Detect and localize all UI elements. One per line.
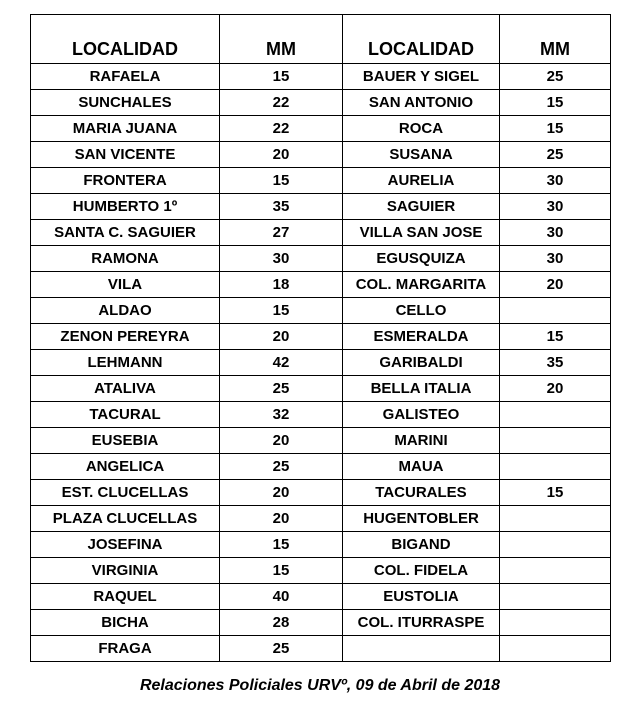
table-row xyxy=(31,64,611,90)
mm-right-cell xyxy=(500,532,611,558)
localidad-left-cell: VIRGINIA xyxy=(31,558,220,584)
mm-right-cell: 25 xyxy=(500,64,611,90)
table-row xyxy=(31,454,611,480)
localidad-left-cell: RAQUEL xyxy=(31,584,220,610)
mm-left-cell: 20 xyxy=(220,480,343,506)
table-row xyxy=(31,610,611,636)
mm-right-cell xyxy=(500,506,611,532)
localidad-left-cell: RAMONA xyxy=(31,246,220,272)
mm-right-cell: 30 xyxy=(500,194,611,220)
localidad-left-cell: ZENON PEREYRA xyxy=(31,324,220,350)
localidad-right-cell: ROCA xyxy=(343,116,500,142)
mm-left-cell: 20 xyxy=(220,428,343,454)
localidad-left-cell: LEHMANN xyxy=(31,350,220,376)
mm-left-cell: 15 xyxy=(220,168,343,194)
footer-credit: Relaciones Policiales URVº, 09 de Abril de 2018 xyxy=(139,677,501,694)
localidad-left-cell: RAFAELA xyxy=(31,64,220,90)
table-row xyxy=(31,480,611,506)
mm-left-cell: 22 xyxy=(220,90,343,116)
localidad-left-cell: HUMBERTO 1º xyxy=(31,194,220,220)
header-row xyxy=(31,15,611,64)
mm-left-cell: 35 xyxy=(220,194,343,220)
localidad-left-cell: SUNCHALES xyxy=(31,90,220,116)
table-row xyxy=(31,246,611,272)
localidad-right-cell: BELLA ITALIA xyxy=(343,376,500,402)
mm-right-cell xyxy=(500,558,611,584)
mm-right-cell xyxy=(500,428,611,454)
mm-right-cell xyxy=(500,298,611,324)
table-body xyxy=(31,64,611,662)
mm-left-cell: 32 xyxy=(220,402,343,428)
localidad-right-cell: BAUER Y SIGEL xyxy=(343,64,500,90)
header-localidad-right: LOCALIDAD xyxy=(343,15,500,64)
localidad-right-cell xyxy=(343,636,500,662)
localidad-left-cell: FRAGA xyxy=(31,636,220,662)
localidad-left-cell: FRONTERA xyxy=(31,168,220,194)
mm-left-cell: 42 xyxy=(220,350,343,376)
localidad-left-cell: ATALIVA xyxy=(31,376,220,402)
table-row xyxy=(31,194,611,220)
localidad-right-cell: COL. FIDELA xyxy=(343,558,500,584)
mm-right-cell: 30 xyxy=(500,168,611,194)
localidad-right-cell: MARINI xyxy=(343,428,500,454)
mm-right-cell: 15 xyxy=(500,324,611,350)
table-row xyxy=(31,298,611,324)
mm-left-cell: 20 xyxy=(220,142,343,168)
mm-left-cell: 25 xyxy=(220,636,343,662)
localidad-left-cell: SAN VICENTE xyxy=(31,142,220,168)
localidad-left-cell: ANGELICA xyxy=(31,454,220,480)
mm-right-cell xyxy=(500,454,611,480)
header-mm-left: MM xyxy=(220,15,343,64)
table-row xyxy=(31,142,611,168)
localidad-left-cell: EST. CLUCELLAS xyxy=(31,480,220,506)
localidad-right-cell: BIGAND xyxy=(343,532,500,558)
localidad-right-cell: SUSANA xyxy=(343,142,500,168)
mm-right-cell: 30 xyxy=(500,246,611,272)
localidad-left-cell: BICHA xyxy=(31,610,220,636)
table-row xyxy=(31,116,611,142)
localidad-right-cell: EUSTOLIA xyxy=(343,584,500,610)
table-row xyxy=(31,350,611,376)
mm-right-cell: 25 xyxy=(500,142,611,168)
table-row xyxy=(31,168,611,194)
localidad-right-cell: HUGENTOBLER xyxy=(343,506,500,532)
table-row xyxy=(31,272,611,298)
mm-right-cell: 15 xyxy=(500,480,611,506)
localidad-right-cell: AURELIA xyxy=(343,168,500,194)
mm-right-cell xyxy=(500,610,611,636)
localidad-left-cell: JOSEFINA xyxy=(31,532,220,558)
mm-left-cell: 22 xyxy=(220,116,343,142)
mm-left-cell: 30 xyxy=(220,246,343,272)
localidad-left-cell: TACURAL xyxy=(31,402,220,428)
mm-left-cell: 18 xyxy=(220,272,343,298)
localidad-right-cell: VILLA SAN JOSE xyxy=(343,220,500,246)
mm-left-cell: 25 xyxy=(220,376,343,402)
mm-right-cell xyxy=(500,584,611,610)
localidad-right-cell: COL. MARGARITA xyxy=(343,272,500,298)
localidad-right-cell: MAUA xyxy=(343,454,500,480)
localidad-right-cell: COL. ITURRASPE xyxy=(343,610,500,636)
table-row xyxy=(31,376,611,402)
localidad-left-cell: ALDAO xyxy=(31,298,220,324)
table-row xyxy=(31,506,611,532)
table-row xyxy=(31,636,611,662)
mm-left-cell: 25 xyxy=(220,454,343,480)
mm-right-cell: 20 xyxy=(500,272,611,298)
localidad-right-cell: CELLO xyxy=(343,298,500,324)
localidad-left-cell: SANTA C. SAGUIER xyxy=(31,220,220,246)
table-row xyxy=(31,324,611,350)
header-localidad-left: LOCALIDAD xyxy=(31,15,220,64)
header-mm-right: MM xyxy=(500,15,611,64)
table-row xyxy=(31,532,611,558)
rainfall-table xyxy=(30,14,611,662)
localidad-right-cell: GALISTEO xyxy=(343,402,500,428)
mm-right-cell: 35 xyxy=(500,350,611,376)
localidad-right-cell: SAGUIER xyxy=(343,194,500,220)
localidad-right-cell: ESMERALDA xyxy=(343,324,500,350)
mm-left-cell: 15 xyxy=(220,558,343,584)
mm-left-cell: 20 xyxy=(220,324,343,350)
mm-left-cell: 20 xyxy=(220,506,343,532)
mm-right-cell: 15 xyxy=(500,116,611,142)
localidad-left-cell: VILA xyxy=(31,272,220,298)
table-row xyxy=(31,220,611,246)
localidad-left-cell: EUSEBIA xyxy=(31,428,220,454)
mm-right-cell: 30 xyxy=(500,220,611,246)
mm-left-cell: 28 xyxy=(220,610,343,636)
localidad-left-cell: MARIA JUANA xyxy=(31,116,220,142)
mm-right-cell xyxy=(500,636,611,662)
localidad-right-cell: EGUSQUIZA xyxy=(343,246,500,272)
table-row xyxy=(31,558,611,584)
mm-left-cell: 15 xyxy=(220,64,343,90)
localidad-right-cell: SAN ANTONIO xyxy=(343,90,500,116)
mm-left-cell: 15 xyxy=(220,532,343,558)
mm-right-cell: 15 xyxy=(500,90,611,116)
localidad-right-cell: TACURALES xyxy=(343,480,500,506)
localidad-left-cell: PLAZA CLUCELLAS xyxy=(31,506,220,532)
mm-right-cell xyxy=(500,402,611,428)
mm-left-cell: 40 xyxy=(220,584,343,610)
mm-left-cell: 27 xyxy=(220,220,343,246)
localidad-right-cell: GARIBALDI xyxy=(343,350,500,376)
table-row xyxy=(31,402,611,428)
table-row xyxy=(31,584,611,610)
mm-right-cell: 20 xyxy=(500,376,611,402)
mm-left-cell: 15 xyxy=(220,298,343,324)
table-row xyxy=(31,90,611,116)
table-row xyxy=(31,428,611,454)
